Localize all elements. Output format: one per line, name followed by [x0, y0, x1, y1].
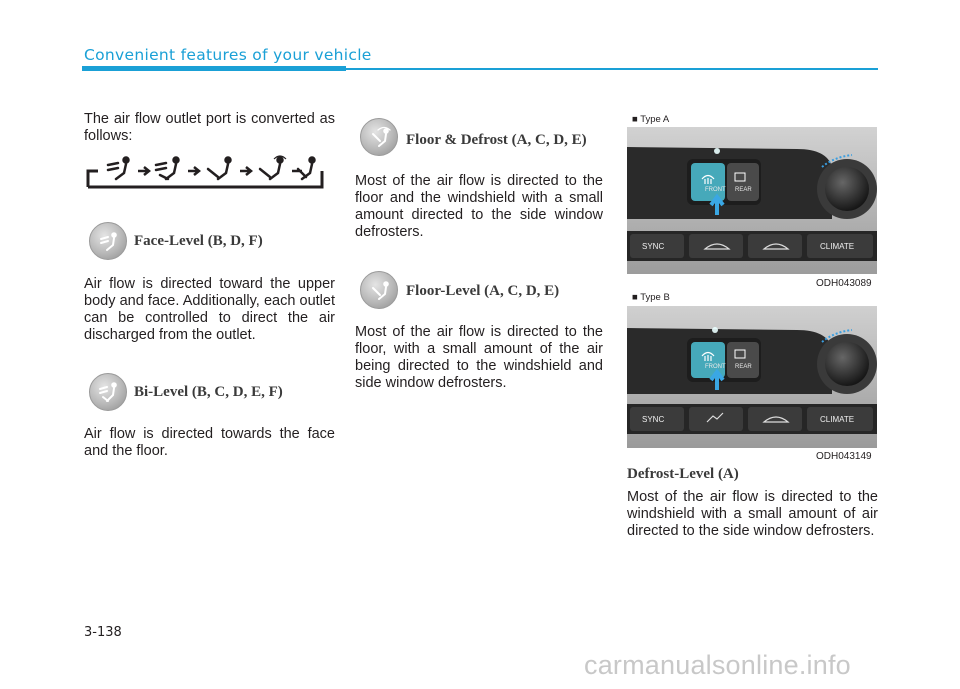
- defrost-level-heading: Defrost-Level (A): [627, 466, 739, 482]
- type-a-control-panel-image: [627, 127, 877, 274]
- page-number: 3-138: [84, 625, 122, 640]
- header-accent-bar: [82, 66, 346, 71]
- watermark: carmanualsonline.info: [584, 650, 851, 680]
- header-rule: [346, 68, 878, 70]
- floor-defrost-icon: [360, 118, 398, 156]
- svg-text:REAR: REAR: [735, 364, 752, 370]
- type-a-tag: ■ Type A: [632, 114, 670, 125]
- svg-text:SYNC: SYNC: [642, 242, 665, 251]
- type-a-image-code: ODH043089: [816, 278, 872, 289]
- svg-text:SYNC: SYNC: [642, 415, 665, 424]
- floor-defrost-text: Most of the air flow is directed to the floor and the windshield with a small amount directed to the side window defrosters.: [355, 173, 603, 240]
- floor-defrost-heading: Floor & Defrost (A, C, D, E): [406, 132, 587, 148]
- floor-level-text: Most of the air flow is directed to the floor, with a small amount of the air being directed to the windshield and side window defrosters.: [355, 324, 603, 391]
- bi-level-icon: [89, 373, 127, 411]
- type-b-tag: ■ Type B: [632, 292, 670, 303]
- face-level-heading: Face-Level (B, D, F): [134, 233, 263, 249]
- svg-text:FRONT: FRONT: [705, 187, 726, 193]
- section-title: Convenient features of your vehicle: [84, 46, 372, 64]
- face-level-icon: [89, 222, 127, 260]
- type-b-image-code: ODH043149: [816, 451, 872, 462]
- svg-text:REAR: REAR: [735, 187, 752, 193]
- defrost-level-text: Most of the air flow is directed to the windshield with a small amount of air directed to the side window defrosters.: [627, 489, 878, 539]
- intro-text: The air flow outlet port is converted as follows:: [84, 111, 335, 144]
- type-b-control-panel-image: [627, 306, 877, 448]
- floor-level-icon: [360, 271, 398, 309]
- face-level-text: Air flow is directed toward the upper body and face. Additionally, each outlet can be controlled to direct the air discharged from the outlet.: [84, 276, 335, 343]
- bi-level-heading: Bi-Level (B, C, D, E, F): [134, 384, 283, 400]
- bi-level-text: Air flow is directed towards the face and the floor.: [84, 426, 335, 459]
- svg-text:CLIMATE: CLIMATE: [820, 242, 855, 251]
- svg-text:FRONT: FRONT: [705, 364, 726, 370]
- svg-text:CLIMATE: CLIMATE: [820, 415, 855, 424]
- airflow-mode-sequence-icon: [86, 155, 326, 189]
- floor-level-heading: Floor-Level (A, C, D, E): [406, 283, 560, 299]
